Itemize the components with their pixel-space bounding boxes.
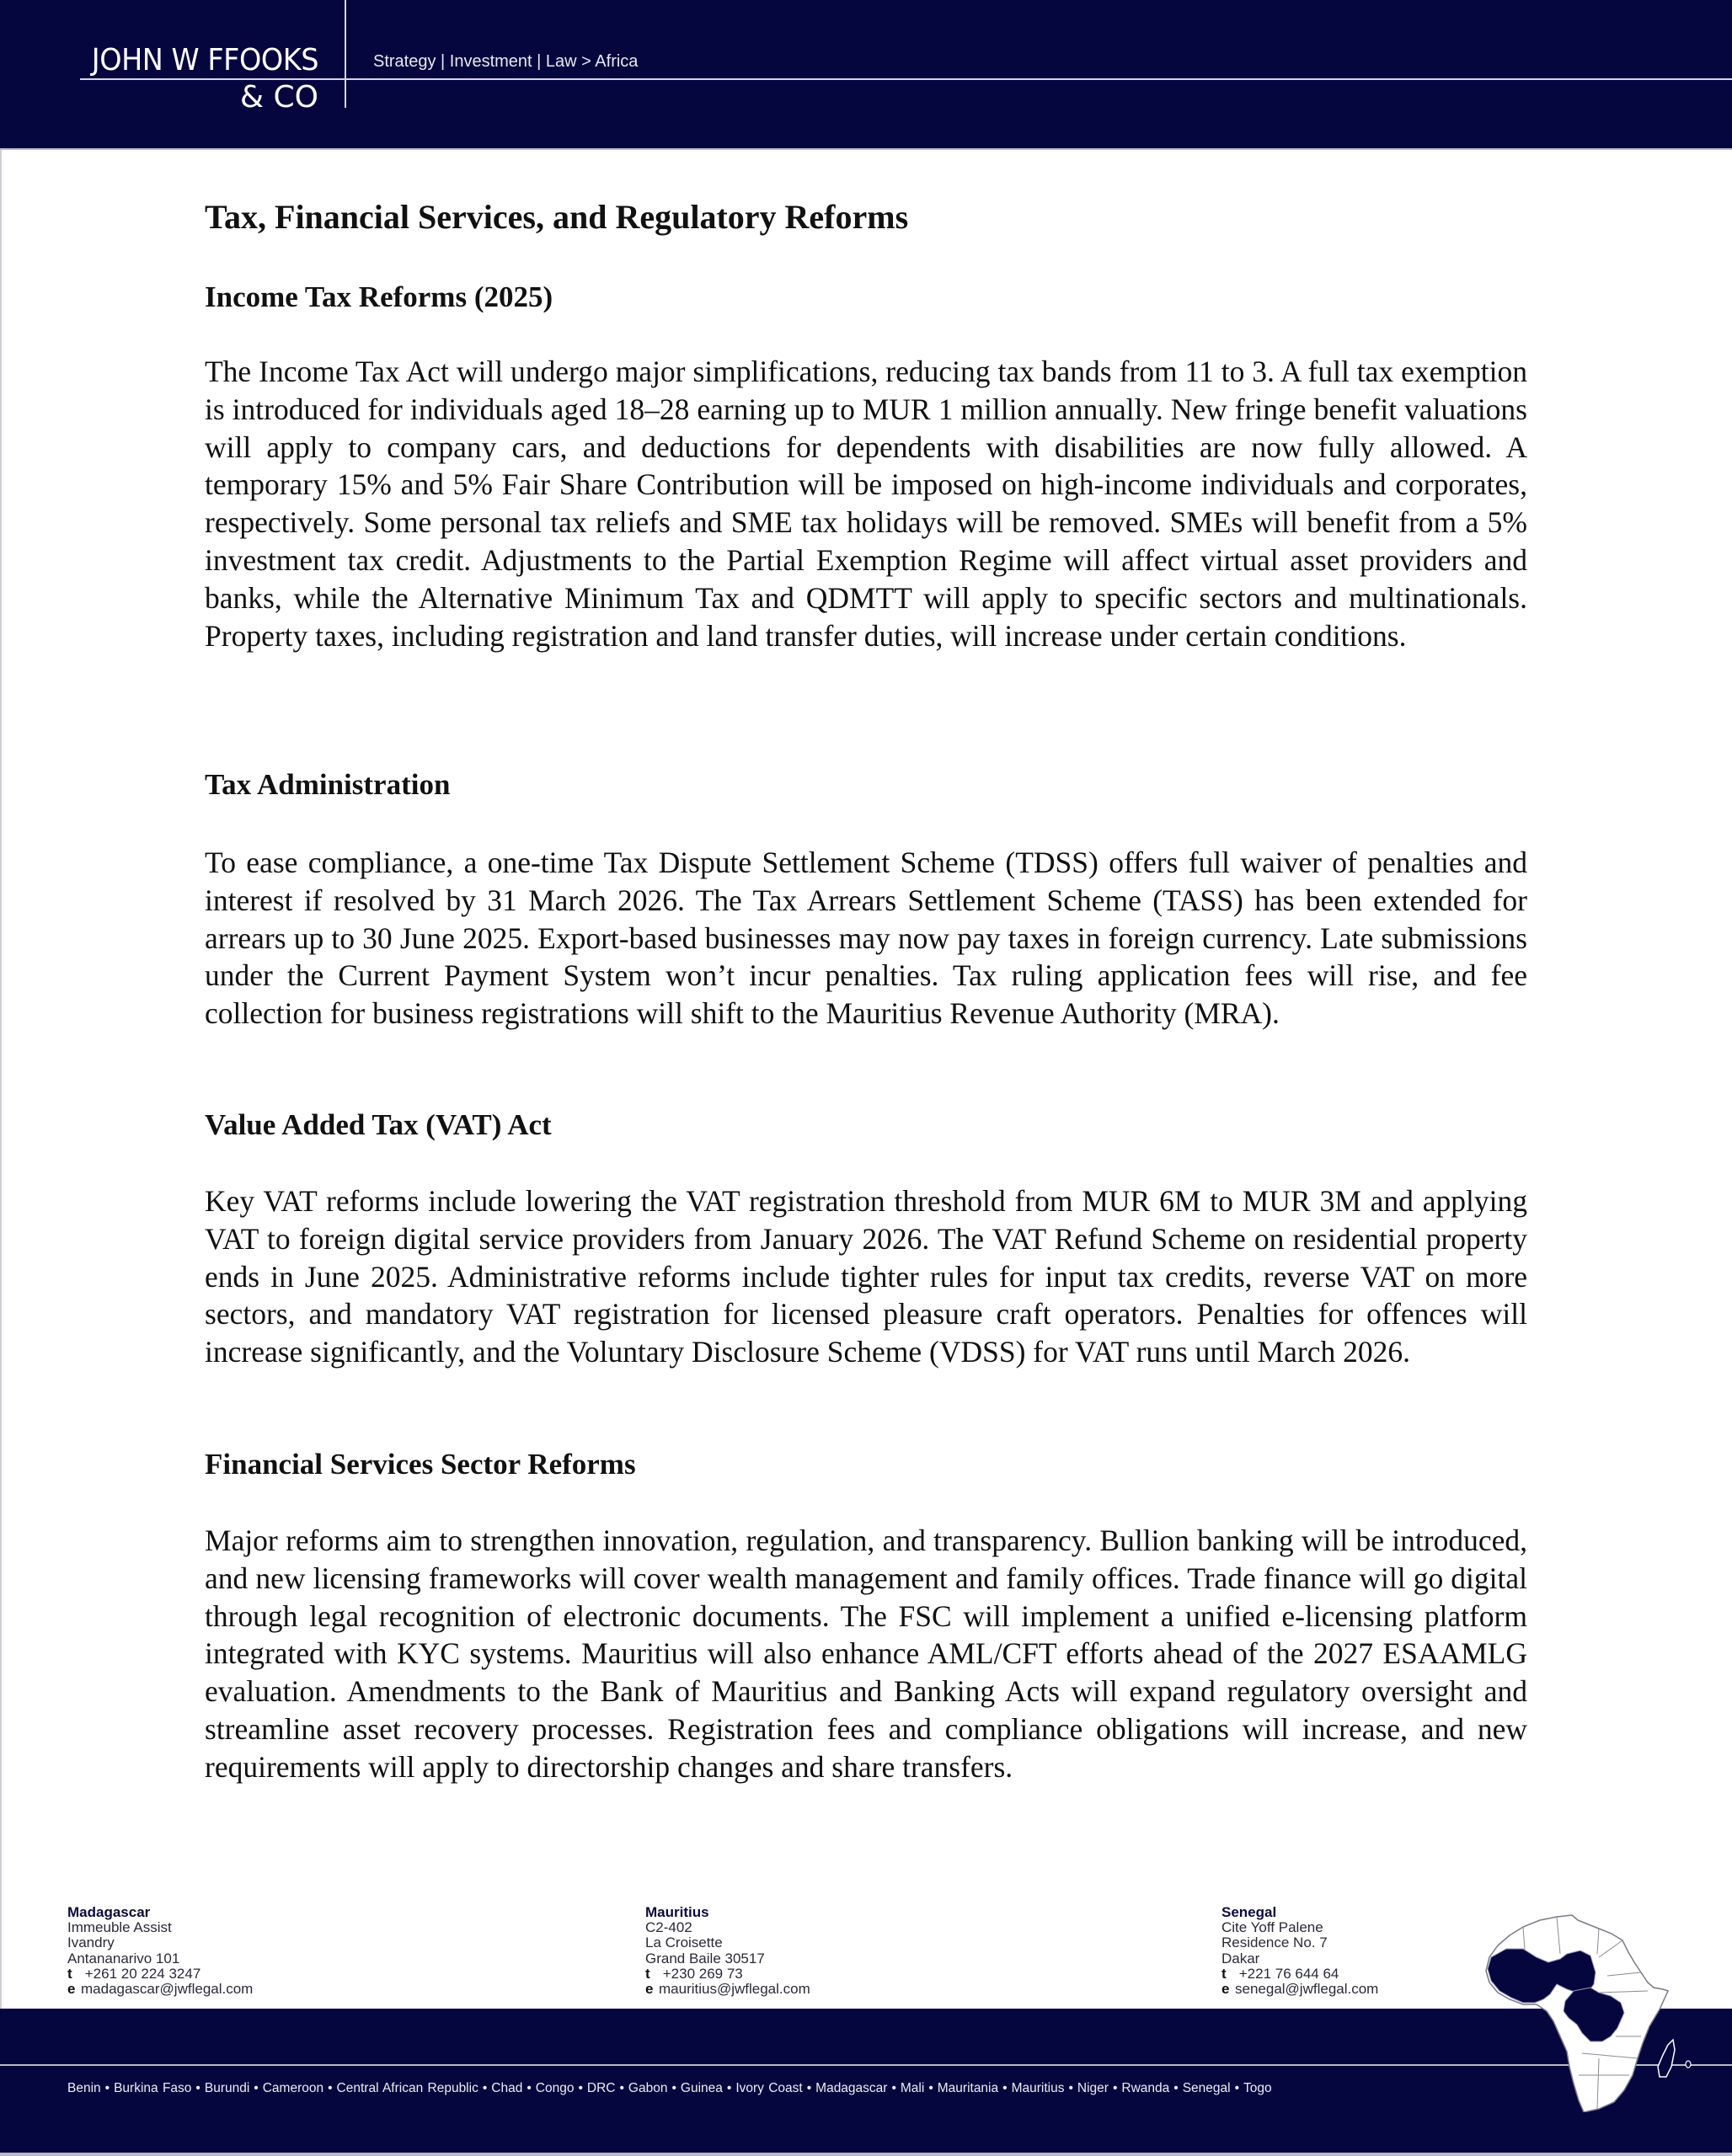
logo-wordmark: JOHN W FFOOKS: [91, 43, 318, 77]
country-item: Burundi: [204, 2081, 250, 2095]
country-item: Togo: [1243, 2081, 1272, 2095]
section-heading: Income Tax Reforms (2025): [205, 280, 553, 313]
country-item: Mauritania: [937, 2081, 999, 2095]
phone-label: t: [645, 1965, 650, 1982]
country-item: Madagascar: [815, 2081, 888, 2095]
country-item: Senegal: [1182, 2081, 1231, 2095]
phone-label: t: [1221, 1965, 1227, 1982]
page-edge-line: [0, 150, 2, 2009]
country-list: [67, 2079, 1272, 2098]
phone-number: +261 20 224 3247: [84, 1965, 201, 1982]
bullet-separator: •: [891, 2081, 896, 2095]
address-line: Dakar: [1221, 1950, 1260, 1967]
phone-label: t: [67, 1965, 72, 1982]
bullet-separator: •: [527, 2081, 532, 2095]
address-line: Cite Yoff Palene: [1221, 1919, 1323, 1936]
section-heading: Value Added Tax (VAT) Act: [205, 1108, 552, 1141]
bullet-separator: •: [254, 2081, 259, 2095]
section-paragraph: Key VAT reforms include lowering the VAT registration threshold from MUR 6M to MUR 3M and applying VAT to foreign digital service providers from January 2026. The VAT Refund Scheme on residential property ends in June 2025. Administrative reforms include tighter rules for input tax credits, reverse VAT on more sectors, and mandatory VAT registration for licensed pleasure craft operators. Penalties for offences will increase significantly, and the Voluntary Disclosure Scheme (VDSS) for VAT runs until March 2026.: [205, 1184, 1527, 1369]
country-item: DRC: [586, 2081, 616, 2095]
bullet-separator: •: [328, 2081, 333, 2095]
address-line: Immeuble Assist: [67, 1919, 172, 1936]
phone-number: +230 269 73: [662, 1965, 743, 1982]
address-line: Antananarivo 101: [67, 1950, 180, 1967]
bullet-separator: •: [1068, 2081, 1073, 2095]
email-label: e: [645, 1981, 654, 1998]
country-item: Mauritius: [1011, 2081, 1065, 2095]
bullet-separator: •: [928, 2081, 933, 2095]
office-email: [1221, 1982, 1378, 1997]
country-item: Mali: [900, 2081, 925, 2095]
address-line: Grand Baile 30517: [645, 1950, 765, 1967]
document-title: Tax, Financial Services, and Regulatory Reforms: [205, 198, 909, 236]
office-email: [67, 1982, 253, 1997]
address-line: C2-402: [645, 1919, 692, 1936]
phone-number: +221 76 644 64: [1238, 1965, 1339, 1982]
office-address-mauritius: [645, 1905, 810, 1997]
bullet-separator: •: [671, 2081, 676, 2095]
header-rule: [80, 78, 1732, 80]
email-label: e: [1221, 1981, 1230, 1998]
office-country: Senegal: [1221, 1904, 1277, 1920]
office-address-madagascar: [67, 1905, 253, 1997]
bullet-separator: •: [619, 2081, 624, 2095]
bullet-separator: •: [1173, 2081, 1179, 2095]
country-item: Niger: [1077, 2081, 1109, 2095]
country-item: Rwanda: [1121, 2081, 1170, 2095]
office-country: Madagascar: [67, 1904, 151, 1920]
bullet-separator: •: [482, 2081, 488, 2095]
country-item: Central African Republic: [336, 2081, 478, 2095]
bullet-separator: •: [578, 2081, 583, 2095]
office-email: [645, 1982, 810, 1997]
header-divider: [345, 0, 346, 108]
country-item: Cameroon: [262, 2081, 324, 2095]
country-item: Burkina Faso: [114, 2081, 192, 2095]
office-country: Mauritius: [645, 1904, 709, 1920]
section-heading: Financial Services Sector Reforms: [205, 1448, 636, 1481]
email-link[interactable]: madagascar@jwflegal.com: [81, 1981, 254, 1998]
section-paragraph: The Income Tax Act will undergo major simplifications, reducing tax bands from 11 to 3. A full tax exemption is introduced for individuals aged 18–28 earning up to MUR 1 million annually. New fringe benefit valuations will apply to company cars, and deductions for dependents with disabilities are now fully allowed. A temporary 15% and 5% Fair Share Contribution will be imposed on high-income individuals and corporates, respectively. Some personal tax reliefs and SME tax holidays will be removed. SMEs will benefit from a 5% investment tax credit. Adjustments to the Partial Exemption Regime will affect virtual asset providers and banks, while the Alternative Minimum Tax and QDMTT will apply to specific sectors and multinationals. Property taxes, including registration and land transfer duties, will increase under certain conditions.: [205, 355, 1527, 653]
address-line: Residence No. 7: [1221, 1935, 1328, 1951]
footer-bottom-line: [0, 2153, 1732, 2156]
office-address-senegal: [1221, 1905, 1378, 1997]
office-phone: [645, 1967, 810, 1982]
bullet-separator: •: [104, 2081, 110, 2095]
office-phone: [67, 1967, 253, 1982]
country-item: Ivory Coast: [735, 2081, 803, 2095]
header-underline: [0, 148, 1732, 150]
bullet-separator: •: [726, 2081, 732, 2095]
address-line: La Croisette: [645, 1935, 723, 1951]
logo-wordmark-co: & CO: [240, 80, 318, 115]
country-item: Congo: [535, 2081, 575, 2095]
bullet-separator: •: [1002, 2081, 1008, 2095]
office-phone: [1221, 1967, 1378, 1982]
section-paragraph: Major reforms aim to strengthen innovation, regulation, and transparency. Bullion banking will be introduced, and new licensing frameworks will cover wealth management and family offices. Trade finance will go digital through legal recognition of electronic documents. The FSC will implement a unified e-licensing platform integrated with KYC systems. Mauritius will also enhance AML/CFT efforts ahead of the 2027 ESAAMLG evaluation. Amendments to the Bank of Mauritius and Banking Acts will expand regulatory oversight and streamline asset recovery processes. Registration fees and compliance obligations will increase, and new requirements will apply to directorship changes and share transfers.: [205, 1524, 1527, 1784]
africa-map-icon: [1473, 1910, 1700, 2112]
section-paragraph: To ease compliance, a one-time Tax Dispute Settlement Scheme (TDSS) offers full waiver of penalties and interest if resolved by 31 March 2026. The Tax Arrears Settlement Scheme (TASS) has been extended for arrears up to 30 June 2025. Export-based businesses may now pay taxes in foreign currency. Late submissions under the Current Payment System won’t incur penalties. Tax ruling application fees will rise, and fee collection for business registrations will shift to the Mauritius Revenue Authority (MRA).: [205, 846, 1527, 1031]
country-item: Gabon: [628, 2081, 668, 2095]
email-label: e: [67, 1981, 76, 1998]
tagline: Strategy | Investment | Law > Africa: [373, 52, 639, 71]
bullet-separator: •: [806, 2081, 812, 2095]
email-link[interactable]: mauritius@jwflegal.com: [659, 1981, 810, 1998]
country-item: Guinea: [680, 2081, 723, 2095]
section-heading: Tax Administration: [205, 768, 451, 801]
bullet-separator: •: [195, 2081, 200, 2095]
bullet-separator: •: [1234, 2081, 1240, 2095]
country-item: Chad: [491, 2081, 523, 2095]
email-link[interactable]: senegal@jwflegal.com: [1235, 1981, 1379, 1998]
address-line: Ivandry: [67, 1935, 115, 1951]
bullet-separator: •: [1112, 2081, 1118, 2095]
country-item: Benin: [67, 2081, 101, 2095]
